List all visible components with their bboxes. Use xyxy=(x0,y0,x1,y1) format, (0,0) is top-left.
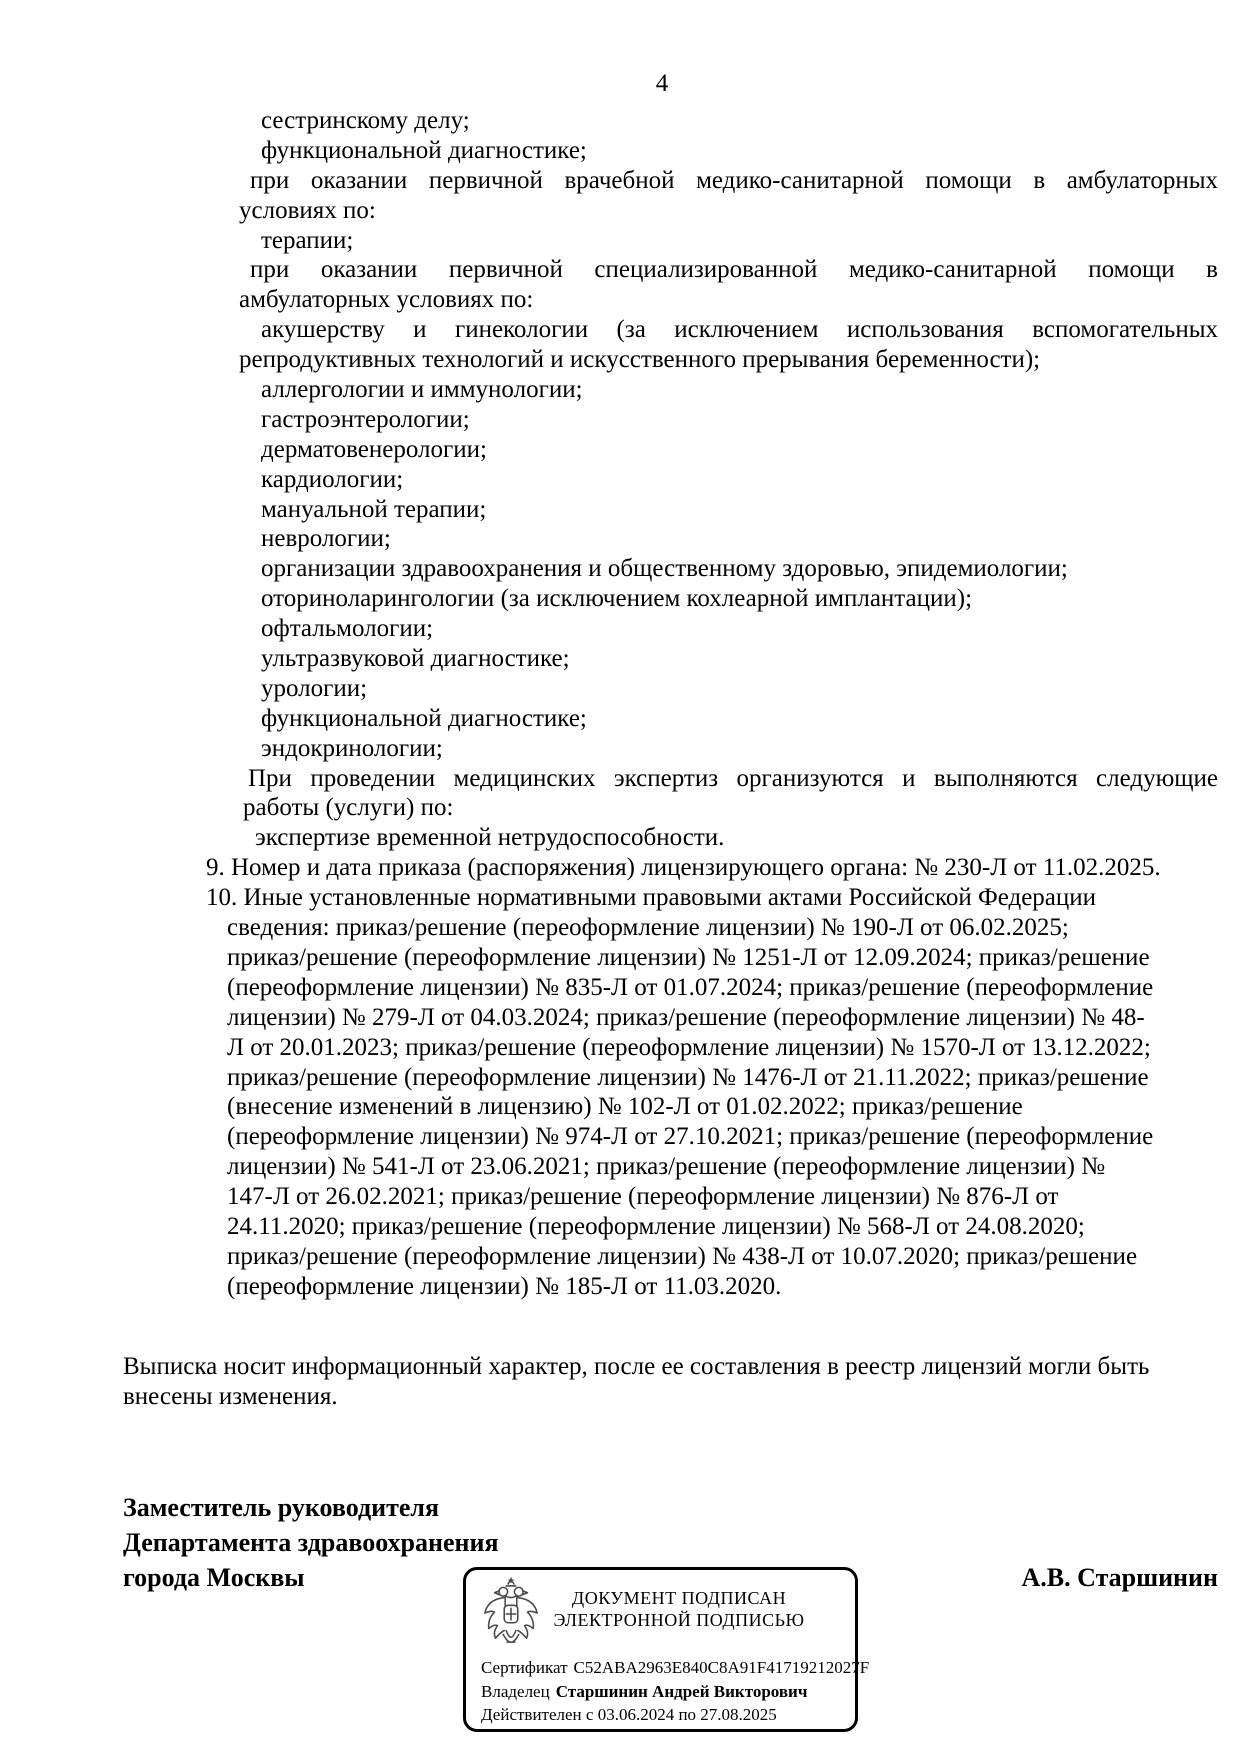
signature-block xyxy=(123,1490,499,1595)
signer-name: А.В. Старшинин xyxy=(1021,1563,1218,1592)
body-line: организации здравоохранения и общественному здоровью, эпидемиологии; xyxy=(261,555,1068,583)
body-line: лицензии) № 279-Л от 04.03.2024; приказ/решение (переоформление лицензии) № 48- xyxy=(227,1003,1145,1031)
body-line: Л от 20.01.2023; приказ/решение (переоформление лицензии) № 1570-Л от 13.12.2022; xyxy=(227,1033,1151,1061)
body-line: 24.11.2020; приказ/решение (переоформление лицензии) № 568-Л от 24.08.2020; xyxy=(227,1212,1085,1240)
note-paragraph xyxy=(123,1352,1219,1412)
body-line: терапии; xyxy=(261,226,354,254)
body-line: урологии; xyxy=(261,674,368,702)
stamp-header xyxy=(551,1587,807,1631)
body-line: при оказании первичной специализированной медико-санитарной помощи в xyxy=(250,256,1218,284)
body-line: репродуктивных технологий и искусственного прерывания беременности); xyxy=(239,346,1041,374)
owner-row xyxy=(481,1680,847,1704)
body-line: приказ/решение (переоформление лицензии) № 438-Л от 10.07.2020; приказ/решение xyxy=(227,1242,1138,1270)
certificate-label: Сертификат xyxy=(481,1658,568,1677)
body-line: офтальмологии; xyxy=(261,615,434,643)
electronic-signature-stamp xyxy=(463,1567,870,1732)
validity-row: Действителен с 03.06.2024 по 27.08.2025 xyxy=(481,1705,777,1724)
signature-title-line: Заместитель руководителя xyxy=(123,1493,440,1522)
body-line-item-9: 9. Номер и дата приказа (распоряжения) лицензирующего органа: № 230-Л от 11.02.2025. xyxy=(206,854,1161,882)
body-line: кардиологии; xyxy=(261,465,404,493)
body-line: неврологии; xyxy=(261,525,391,553)
body-line: условиях по: xyxy=(239,196,376,224)
body-line: сестринскому делу; xyxy=(261,107,470,134)
body-line: при оказании первичной врачебной медико-санитарной помощи в амбулаторных xyxy=(250,166,1218,194)
body-line: ультразвуковой диагностике; xyxy=(261,645,570,673)
certificate-row xyxy=(481,1656,870,1680)
body-line: мануальной терапии; xyxy=(261,495,487,523)
signature-title-line: города Москвы xyxy=(123,1563,305,1592)
body-line: приказ/решение (переоформление лицензии) № 1251-Л от 12.09.2024; приказ/решение xyxy=(227,943,1150,971)
note-line: Выписка носит информационный характер, после ее составления в реестр лицензий могли быть xyxy=(123,1353,1150,1380)
body-line: эндокринологии; xyxy=(261,734,443,762)
body-line: функциональной диагностике; xyxy=(261,704,587,732)
body-line: гастроэнтерологии; xyxy=(261,405,470,433)
note-line: внесены изменения. xyxy=(123,1383,338,1410)
stamp-header-line: ДОКУМЕНТ ПОДПИСАН xyxy=(571,1588,787,1608)
body-line: 147-Л от 26.02.2021; приказ/решение (переоформление лицензии) № 876-Л от xyxy=(227,1183,1059,1211)
double-headed-eagle-icon xyxy=(480,1576,542,1654)
body-line: (переоформление лицензии) № 835-Л от 01.07.2024; приказ/решение (переоформление xyxy=(227,973,1154,1001)
body-line: акушерству и гинекологии (за исключением использования вспомогательных xyxy=(261,316,1218,344)
body-line: приказ/решение (переоформление лицензии) № 1476-Л от 21.11.2022; приказ/решение xyxy=(227,1063,1149,1091)
certificate-value: C52ABA2963E840C8A91F41719212027F xyxy=(573,1658,870,1677)
body-line-item-10: 10. Иные установленные нормативными правовыми актами Российской Федерации xyxy=(206,884,1097,912)
body-line: дерматовенерологии; xyxy=(261,435,487,463)
stamp-details xyxy=(481,1656,870,1727)
body-line: сведения: приказ/решение (переоформление лицензии) № 190-Л от 06.02.2025; xyxy=(227,914,1069,942)
signature-title-line: Департамента здравоохранения xyxy=(123,1528,499,1557)
body-line: (переоформление лицензии) № 185-Л от 11.03.2020. xyxy=(227,1272,782,1300)
body-line: экспертизе временной нетрудоспособности. xyxy=(255,824,725,852)
owner-value: Старшинин Андрей Викторович xyxy=(555,1681,808,1701)
body-line: При проведении медицинских экспертиз организуются и выполняются следующие xyxy=(248,764,1218,792)
body-line: (переоформление лицензии) № 974-Л от 27.10.2021; приказ/решение (переоформление xyxy=(227,1123,1154,1151)
body-line: работы (услуги) по: xyxy=(243,794,454,822)
body-line: амбулаторных условиях по: xyxy=(239,286,534,314)
body-line: лицензии) № 541-Л от 23.06.2021; приказ/решение (переоформление лицензии) № xyxy=(227,1153,1106,1181)
body-line: (внесение изменений в лицензию) № 102-Л от 01.02.2022; приказ/решение xyxy=(227,1093,1023,1121)
body-line: аллергологии и иммунологии; xyxy=(261,376,583,404)
body-line: оториноларингологии (за исключением кохлеарной имплантации); xyxy=(261,585,973,613)
page-number: 4 xyxy=(655,70,669,97)
stamp-header-line: ЭЛЕКТРОННОЙ ПОДПИСЬЮ xyxy=(553,1610,805,1630)
owner-label: Владелец xyxy=(481,1681,550,1701)
body-line: функциональной диагностике; xyxy=(261,136,587,164)
document-body xyxy=(206,106,1218,1302)
